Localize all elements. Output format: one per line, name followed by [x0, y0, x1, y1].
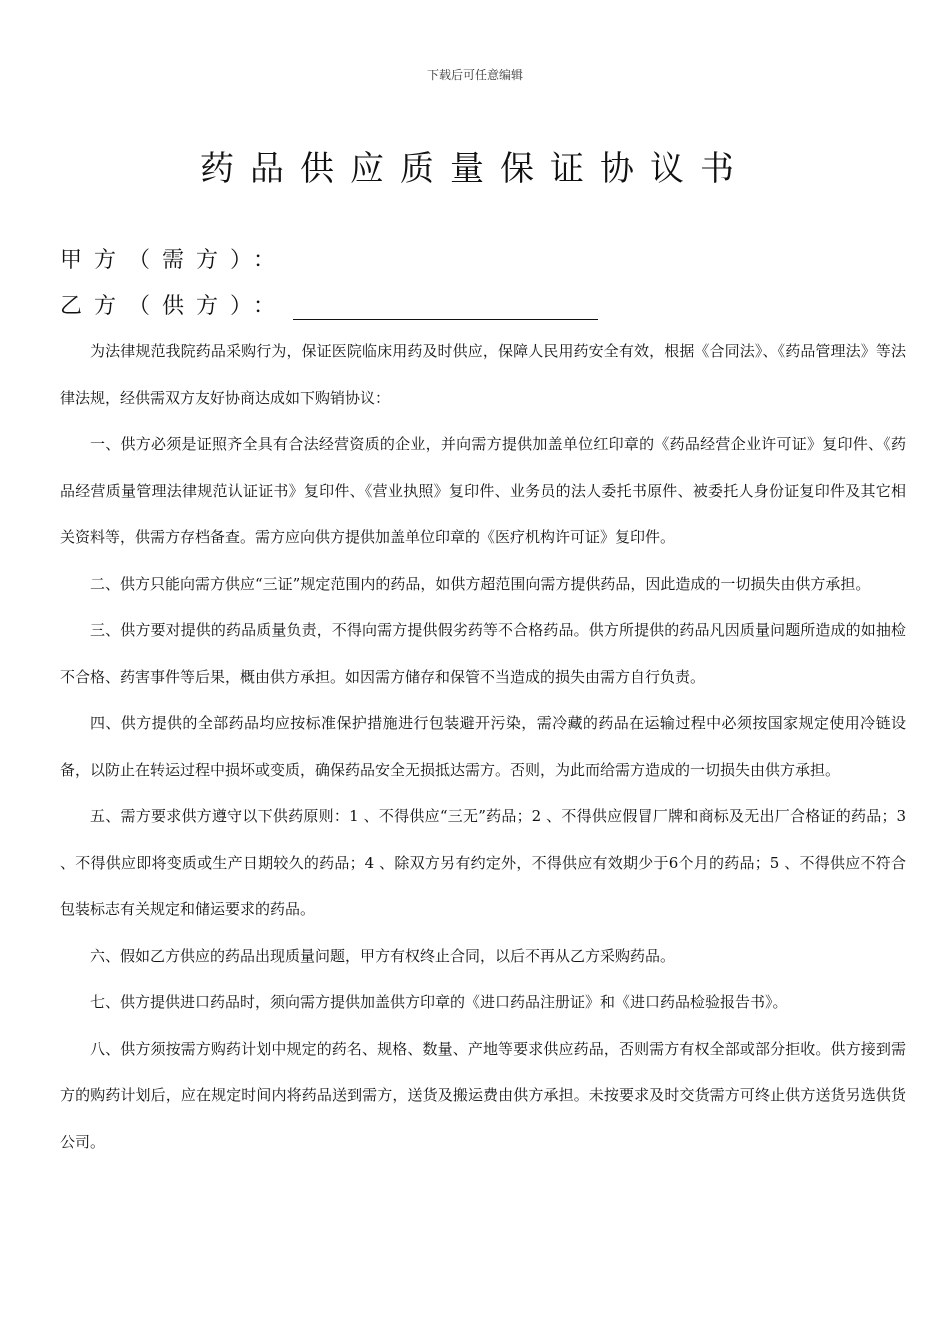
header-note: 下载后可任意编辑 — [426, 68, 523, 82]
clause-4: 四、供方提供的全部药品均应按标准保护措施进行包装避开污染，需冷藏的药品在运输过程中必须按国家规定使用冷链设备，以防止在转运过程中损坏或变质，确保药品安全无损抵达需方。否则，为此而给需方造成的一切损失由供方承担。 — [60, 714, 906, 779]
clause-1: 一、供方必须是证照齐全具有合法经营资质的企业，并向需方提供加盖单位红印章的《药品经营企业许可证》复印件、《药品经营质量管理法律规范认证证书》复印件、《营业执照》复印件、业务员的法人委托书原件、被委托人身份证复印件及其它相关资料等，供需方存档备查。需方应向供方提供加盖单位印章的《医疗机构许可证》复印件。 — [60, 435, 906, 546]
clause-3: 三、供方要对提供的药品质量负责，不得向需方提供假劣药等不合格药品。供方所提供的药品凡因质量问题所造成的如抽检不合格、药害事件等后果，概由供方承担。如因需方储存和保管不当造成的损失由需方自行负责。 — [60, 621, 906, 686]
clause-6: 六、假如乙方供应的药品出现质量问题，甲方有权终止合同，以后不再从乙方采购药品。 — [90, 946, 676, 965]
clause-5: 五、需方要求供方遵守以下供药原则：1 、不得供应“三无”药品；2 、不得供应假冒厂牌和商标及无出厂合格证的药品；3 、不得供应即将变质或生产日期较久的药品；4 、除双方另有约定外，不得供应有效期少于6个月的药品；5 、不得供应不符合包装标志有关规定和储运要求的药品。 — [60, 807, 906, 918]
intro-paragraph: 为法律规范我院药品采购行为，保证医院临床用药及时供应，保障人民用药安全有效，根据《合同法》、《药品管理法》等法律法规，经供需双方友好协商达成如下购销协议： — [60, 342, 906, 407]
party-b-label: 乙方（供方）： — [60, 294, 288, 319]
clause-7: 七、供方提供进口药品时，须向需方提供加盖供方印章的《进口药品注册证》和《进口药品检验报告书》。 — [90, 993, 788, 1011]
document-title: 药品供应质量保证协议书 — [200, 149, 750, 189]
party-b-line — [60, 289, 598, 320]
party-a-label: 甲方（需方）： — [60, 248, 288, 273]
party-a-line — [60, 243, 287, 274]
clause-8: 八、供方须按需方购药计划中规定的药名、规格、数量、产地等要求供应药品，否则需方有权全部或部分拒收。供方接到需方的购药计划后，应在规定时间内将药品送到需方，送货及搬运费由供方承担。未按要求及时交货需方可终止供方送货另选供货公司。 — [60, 1039, 906, 1151]
clause-2: 二、供方只能向需方供应“三证”规定范围内的药品，如供方超范围向需方提供药品，因此造成的一切损失由供方承担。 — [90, 574, 871, 593]
party-b-blank — [293, 299, 598, 320]
agreement-body — [60, 328, 906, 1165]
